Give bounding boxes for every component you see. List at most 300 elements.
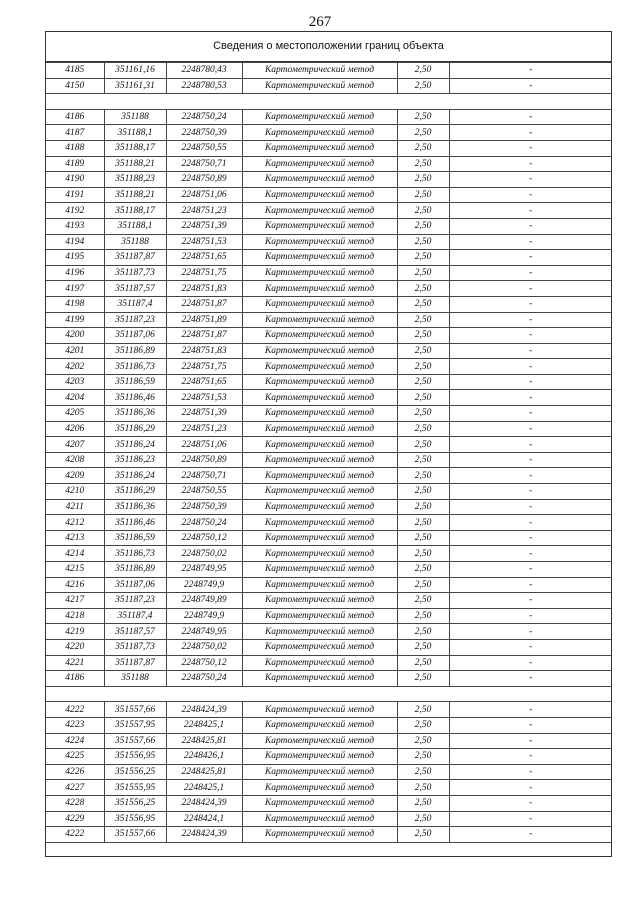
table-row [46, 172, 612, 188]
accuracy-cell: 2,50 [397, 562, 449, 578]
y-coordinate-cell: 2248751,06 [166, 187, 242, 203]
x-coordinate-cell: 351186,73 [104, 359, 166, 375]
point-number-cell: 4210 [46, 484, 104, 500]
point-number-cell: 4222 [46, 827, 104, 843]
x-coordinate-cell: 351186,23 [104, 452, 166, 468]
point-number-cell: 4195 [46, 250, 104, 266]
description-cell: - [449, 749, 612, 765]
y-coordinate-cell: 2248751,83 [166, 343, 242, 359]
accuracy-cell: 2,50 [397, 624, 449, 640]
table-row [46, 827, 612, 843]
accuracy-cell: 2,50 [397, 374, 449, 390]
method-cell: Картометрический метод [242, 717, 397, 733]
table-row [46, 764, 612, 780]
x-coordinate-cell: 351186,73 [104, 546, 166, 562]
x-coordinate-cell: 351186,89 [104, 343, 166, 359]
method-cell: Картометрический метод [242, 452, 397, 468]
method-cell: Картометрический метод [242, 421, 397, 437]
y-coordinate-cell: 2248750,55 [166, 140, 242, 156]
description-cell: - [449, 452, 612, 468]
accuracy-cell: 2,50 [397, 764, 449, 780]
method-cell: Картометрический метод [242, 593, 397, 609]
x-coordinate-cell: 351557,66 [104, 702, 166, 718]
x-coordinate-cell: 351188,1 [104, 125, 166, 141]
table-row [46, 234, 612, 250]
method-cell: Картометрический метод [242, 795, 397, 811]
point-number-cell: 4203 [46, 374, 104, 390]
table-row [46, 109, 612, 125]
table-row [46, 608, 612, 624]
point-number-cell: 4150 [46, 78, 104, 94]
y-coordinate-cell: 2248750,02 [166, 639, 242, 655]
y-coordinate-cell: 2248749,89 [166, 593, 242, 609]
table-row [46, 530, 612, 546]
x-coordinate-cell: 351186,29 [104, 421, 166, 437]
accuracy-cell: 2,50 [397, 125, 449, 141]
point-number-cell: 4221 [46, 655, 104, 671]
x-coordinate-cell: 351186,89 [104, 562, 166, 578]
table-row [46, 156, 612, 172]
point-number-cell: 4214 [46, 546, 104, 562]
accuracy-cell: 2,50 [397, 577, 449, 593]
group-separator-cell [46, 686, 612, 702]
method-cell: Картометрический метод [242, 499, 397, 515]
x-coordinate-cell: 351557,95 [104, 717, 166, 733]
method-cell: Картометрический метод [242, 125, 397, 141]
x-coordinate-cell: 351161,31 [104, 78, 166, 94]
accuracy-cell: 2,50 [397, 156, 449, 172]
y-coordinate-cell: 2248780,53 [166, 78, 242, 94]
accuracy-cell: 2,50 [397, 359, 449, 375]
point-number-cell: 4191 [46, 187, 104, 203]
accuracy-cell: 2,50 [397, 203, 449, 219]
method-cell: Картометрический метод [242, 484, 397, 500]
accuracy-cell: 2,50 [397, 265, 449, 281]
accuracy-cell: 2,50 [397, 187, 449, 203]
point-number-cell: 4197 [46, 281, 104, 297]
table-row [46, 546, 612, 562]
x-coordinate-cell: 351186,36 [104, 499, 166, 515]
point-number-cell: 4188 [46, 140, 104, 156]
description-cell: - [449, 343, 612, 359]
table-row [46, 499, 612, 515]
y-coordinate-cell: 2248751,65 [166, 250, 242, 266]
table-row [46, 374, 612, 390]
point-number-cell: 4228 [46, 795, 104, 811]
x-coordinate-cell: 351187,4 [104, 608, 166, 624]
accuracy-cell: 2,50 [397, 437, 449, 453]
table-title: Сведения о местоположении границ объекта [46, 32, 611, 62]
table-row [46, 484, 612, 500]
accuracy-cell: 2,50 [397, 717, 449, 733]
description-cell: - [449, 312, 612, 328]
method-cell: Картометрический метод [242, 390, 397, 406]
y-coordinate-cell: 2248750,12 [166, 655, 242, 671]
accuracy-cell: 2,50 [397, 250, 449, 266]
x-coordinate-cell: 351557,66 [104, 827, 166, 843]
accuracy-cell: 2,50 [397, 499, 449, 515]
table-row [46, 312, 612, 328]
accuracy-cell: 2,50 [397, 827, 449, 843]
description-cell: - [449, 624, 612, 640]
description-cell: - [449, 281, 612, 297]
description-cell: - [449, 359, 612, 375]
method-cell: Картометрический метод [242, 827, 397, 843]
description-cell: - [449, 218, 612, 234]
description-cell: - [449, 156, 612, 172]
description-cell: - [449, 437, 612, 453]
x-coordinate-cell: 351186,29 [104, 484, 166, 500]
y-coordinate-cell: 2248751,23 [166, 203, 242, 219]
point-number-cell: 4187 [46, 125, 104, 141]
table-row [46, 265, 612, 281]
point-number-cell: 4196 [46, 265, 104, 281]
method-cell: Картометрический метод [242, 468, 397, 484]
table-row [46, 577, 612, 593]
method-cell: Картометрический метод [242, 577, 397, 593]
point-number-cell: 4211 [46, 499, 104, 515]
accuracy-cell: 2,50 [397, 468, 449, 484]
method-cell: Картометрический метод [242, 780, 397, 796]
y-coordinate-cell: 2248751,87 [166, 328, 242, 344]
point-number-cell: 4219 [46, 624, 104, 640]
method-cell: Картометрический метод [242, 437, 397, 453]
method-cell: Картометрический метод [242, 374, 397, 390]
boundary-table-frame [45, 31, 612, 857]
method-cell: Картометрический метод [242, 608, 397, 624]
point-number-cell: 4205 [46, 406, 104, 422]
table-row [46, 187, 612, 203]
description-cell: - [449, 795, 612, 811]
y-coordinate-cell: 2248424,39 [166, 827, 242, 843]
x-coordinate-cell: 351556,25 [104, 764, 166, 780]
description-cell: - [449, 546, 612, 562]
table-row [46, 749, 612, 765]
description-cell: - [449, 764, 612, 780]
table-row [46, 515, 612, 531]
accuracy-cell: 2,50 [397, 234, 449, 250]
table-row [46, 593, 612, 609]
method-cell: Картометрический метод [242, 764, 397, 780]
table-row [46, 250, 612, 266]
description-cell: - [449, 717, 612, 733]
y-coordinate-cell: 2248426,1 [166, 749, 242, 765]
group-separator-row [46, 94, 612, 110]
accuracy-cell: 2,50 [397, 172, 449, 188]
y-coordinate-cell: 2248751,87 [166, 296, 242, 312]
method-cell: Картометрический метод [242, 234, 397, 250]
description-cell: - [449, 140, 612, 156]
accuracy-cell: 2,50 [397, 296, 449, 312]
y-coordinate-cell: 2248425,81 [166, 733, 242, 749]
accuracy-cell: 2,50 [397, 78, 449, 94]
x-coordinate-cell: 351188 [104, 234, 166, 250]
point-number-cell: 4202 [46, 359, 104, 375]
method-cell: Картометрический метод [242, 624, 397, 640]
point-number-cell: 4209 [46, 468, 104, 484]
table-row [46, 390, 612, 406]
table-row [46, 328, 612, 344]
point-number-cell: 4199 [46, 312, 104, 328]
table-row [46, 624, 612, 640]
table-row [46, 281, 612, 297]
x-coordinate-cell: 351187,06 [104, 577, 166, 593]
y-coordinate-cell: 2248750,55 [166, 484, 242, 500]
method-cell: Картометрический метод [242, 296, 397, 312]
method-cell: Картометрический метод [242, 63, 397, 79]
y-coordinate-cell: 2248751,65 [166, 374, 242, 390]
y-coordinate-cell: 2248750,89 [166, 452, 242, 468]
method-cell: Картометрический метод [242, 172, 397, 188]
method-cell: Картометрический метод [242, 250, 397, 266]
table-row [46, 437, 612, 453]
x-coordinate-cell: 351186,36 [104, 406, 166, 422]
x-coordinate-cell: 351188 [104, 109, 166, 125]
page-number: 267 [308, 14, 332, 30]
x-coordinate-cell: 351187,06 [104, 328, 166, 344]
point-number-cell: 4217 [46, 593, 104, 609]
x-coordinate-cell: 351188,17 [104, 203, 166, 219]
method-cell: Картометрический метод [242, 343, 397, 359]
table-row [46, 562, 612, 578]
accuracy-cell: 2,50 [397, 733, 449, 749]
description-cell: - [449, 639, 612, 655]
point-number-cell: 4201 [46, 343, 104, 359]
table-row [46, 63, 612, 79]
y-coordinate-cell: 2248751,06 [166, 437, 242, 453]
accuracy-cell: 2,50 [397, 593, 449, 609]
method-cell: Картометрический метод [242, 546, 397, 562]
group-separator-row [46, 686, 612, 702]
table-row [46, 733, 612, 749]
description-cell: - [449, 608, 612, 624]
method-cell: Картометрический метод [242, 328, 397, 344]
accuracy-cell: 2,50 [397, 109, 449, 125]
point-number-cell: 4222 [46, 702, 104, 718]
y-coordinate-cell: 2248751,39 [166, 406, 242, 422]
x-coordinate-cell: 351186,46 [104, 515, 166, 531]
coordinates-table-body [46, 63, 612, 843]
point-number-cell: 4224 [46, 733, 104, 749]
point-number-cell: 4186 [46, 109, 104, 125]
group-separator-cell [46, 94, 612, 110]
table-row [46, 671, 612, 687]
point-number-cell: 4208 [46, 452, 104, 468]
method-cell: Картометрический метод [242, 811, 397, 827]
x-coordinate-cell: 351188,1 [104, 218, 166, 234]
method-cell: Картометрический метод [242, 671, 397, 687]
table-row [46, 795, 612, 811]
accuracy-cell: 2,50 [397, 671, 449, 687]
table-row [46, 203, 612, 219]
x-coordinate-cell: 351187,87 [104, 250, 166, 266]
accuracy-cell: 2,50 [397, 343, 449, 359]
y-coordinate-cell: 2248751,83 [166, 281, 242, 297]
accuracy-cell: 2,50 [397, 546, 449, 562]
y-coordinate-cell: 2248751,89 [166, 312, 242, 328]
method-cell: Картометрический метод [242, 218, 397, 234]
method-cell: Картометрический метод [242, 312, 397, 328]
accuracy-cell: 2,50 [397, 452, 449, 468]
method-cell: Картометрический метод [242, 515, 397, 531]
accuracy-cell: 2,50 [397, 140, 449, 156]
table-row [46, 296, 612, 312]
method-cell: Картометрический метод [242, 639, 397, 655]
x-coordinate-cell: 351187,23 [104, 312, 166, 328]
method-cell: Картометрический метод [242, 187, 397, 203]
point-number-cell: 4218 [46, 608, 104, 624]
y-coordinate-cell: 2248750,89 [166, 172, 242, 188]
y-coordinate-cell: 2248750,12 [166, 530, 242, 546]
point-number-cell: 4213 [46, 530, 104, 546]
method-cell: Картометрический метод [242, 562, 397, 578]
method-cell: Картометрический метод [242, 109, 397, 125]
method-cell: Картометрический метод [242, 156, 397, 172]
y-coordinate-cell: 2248424,39 [166, 702, 242, 718]
accuracy-cell: 2,50 [397, 608, 449, 624]
table-row [46, 702, 612, 718]
accuracy-cell: 2,50 [397, 811, 449, 827]
description-cell: - [449, 562, 612, 578]
x-coordinate-cell: 351187,73 [104, 639, 166, 655]
x-coordinate-cell: 351556,25 [104, 795, 166, 811]
accuracy-cell: 2,50 [397, 655, 449, 671]
x-coordinate-cell: 351187,87 [104, 655, 166, 671]
description-cell: - [449, 328, 612, 344]
point-number-cell: 4212 [46, 515, 104, 531]
table-row [46, 359, 612, 375]
description-cell: - [449, 109, 612, 125]
description-cell: - [449, 530, 612, 546]
accuracy-cell: 2,50 [397, 421, 449, 437]
y-coordinate-cell: 2248751,53 [166, 234, 242, 250]
x-coordinate-cell: 351161,16 [104, 63, 166, 79]
method-cell: Картометрический метод [242, 530, 397, 546]
table-row [46, 125, 612, 141]
description-cell: - [449, 733, 612, 749]
accuracy-cell: 2,50 [397, 795, 449, 811]
table-row [46, 421, 612, 437]
x-coordinate-cell: 351188 [104, 671, 166, 687]
coordinates-table [46, 62, 612, 843]
x-coordinate-cell: 351186,59 [104, 374, 166, 390]
accuracy-cell: 2,50 [397, 312, 449, 328]
accuracy-cell: 2,50 [397, 281, 449, 297]
y-coordinate-cell: 2248780,43 [166, 63, 242, 79]
x-coordinate-cell: 351188,21 [104, 187, 166, 203]
y-coordinate-cell: 2248751,39 [166, 218, 242, 234]
table-row [46, 780, 612, 796]
x-coordinate-cell: 351555,95 [104, 780, 166, 796]
x-coordinate-cell: 351186,46 [104, 390, 166, 406]
point-number-cell: 4200 [46, 328, 104, 344]
description-cell: - [449, 250, 612, 266]
y-coordinate-cell: 2248749,95 [166, 562, 242, 578]
accuracy-cell: 2,50 [397, 515, 449, 531]
table-row [46, 218, 612, 234]
table-row [46, 140, 612, 156]
point-number-cell: 4220 [46, 639, 104, 655]
y-coordinate-cell: 2248750,71 [166, 468, 242, 484]
point-number-cell: 4190 [46, 172, 104, 188]
y-coordinate-cell: 2248425,1 [166, 717, 242, 733]
point-number-cell: 4198 [46, 296, 104, 312]
y-coordinate-cell: 2248750,39 [166, 499, 242, 515]
y-coordinate-cell: 2248749,9 [166, 608, 242, 624]
point-number-cell: 4227 [46, 780, 104, 796]
description-cell: - [449, 577, 612, 593]
x-coordinate-cell: 351187,23 [104, 593, 166, 609]
description-cell: - [449, 780, 612, 796]
description-cell: - [449, 203, 612, 219]
point-number-cell: 4215 [46, 562, 104, 578]
method-cell: Картометрический метод [242, 749, 397, 765]
description-cell: - [449, 484, 612, 500]
point-number-cell: 4216 [46, 577, 104, 593]
point-number-cell: 4225 [46, 749, 104, 765]
point-number-cell: 4206 [46, 421, 104, 437]
accuracy-cell: 2,50 [397, 702, 449, 718]
table-row [46, 78, 612, 94]
description-cell: - [449, 63, 612, 79]
x-coordinate-cell: 351187,57 [104, 281, 166, 297]
description-cell: - [449, 421, 612, 437]
y-coordinate-cell: 2248751,75 [166, 359, 242, 375]
y-coordinate-cell: 2248751,75 [166, 265, 242, 281]
point-number-cell: 4192 [46, 203, 104, 219]
method-cell: Картометрический метод [242, 406, 397, 422]
y-coordinate-cell: 2248751,23 [166, 421, 242, 437]
x-coordinate-cell: 351188,17 [104, 140, 166, 156]
table-row [46, 406, 612, 422]
method-cell: Картометрический метод [242, 78, 397, 94]
accuracy-cell: 2,50 [397, 780, 449, 796]
description-cell: - [449, 468, 612, 484]
y-coordinate-cell: 2248750,24 [166, 671, 242, 687]
y-coordinate-cell: 2248424,39 [166, 795, 242, 811]
table-row [46, 639, 612, 655]
method-cell: Картометрический метод [242, 733, 397, 749]
x-coordinate-cell: 351186,24 [104, 437, 166, 453]
description-cell: - [449, 827, 612, 843]
point-number-cell: 4193 [46, 218, 104, 234]
x-coordinate-cell: 351186,24 [104, 468, 166, 484]
x-coordinate-cell: 351557,66 [104, 733, 166, 749]
x-coordinate-cell: 351188,23 [104, 172, 166, 188]
description-cell: - [449, 671, 612, 687]
table-row [46, 343, 612, 359]
table-row [46, 468, 612, 484]
point-number-cell: 4223 [46, 717, 104, 733]
x-coordinate-cell: 351188,21 [104, 156, 166, 172]
description-cell: - [449, 702, 612, 718]
accuracy-cell: 2,50 [397, 484, 449, 500]
description-cell: - [449, 811, 612, 827]
x-coordinate-cell: 351186,59 [104, 530, 166, 546]
y-coordinate-cell: 2248425,1 [166, 780, 242, 796]
method-cell: Картометрический метод [242, 203, 397, 219]
point-number-cell: 4189 [46, 156, 104, 172]
method-cell: Картометрический метод [242, 281, 397, 297]
description-cell: - [449, 593, 612, 609]
description-cell: - [449, 406, 612, 422]
accuracy-cell: 2,50 [397, 328, 449, 344]
description-cell: - [449, 499, 612, 515]
method-cell: Картометрический метод [242, 359, 397, 375]
y-coordinate-cell: 2248750,24 [166, 109, 242, 125]
point-number-cell: 4204 [46, 390, 104, 406]
point-number-cell: 4186 [46, 671, 104, 687]
